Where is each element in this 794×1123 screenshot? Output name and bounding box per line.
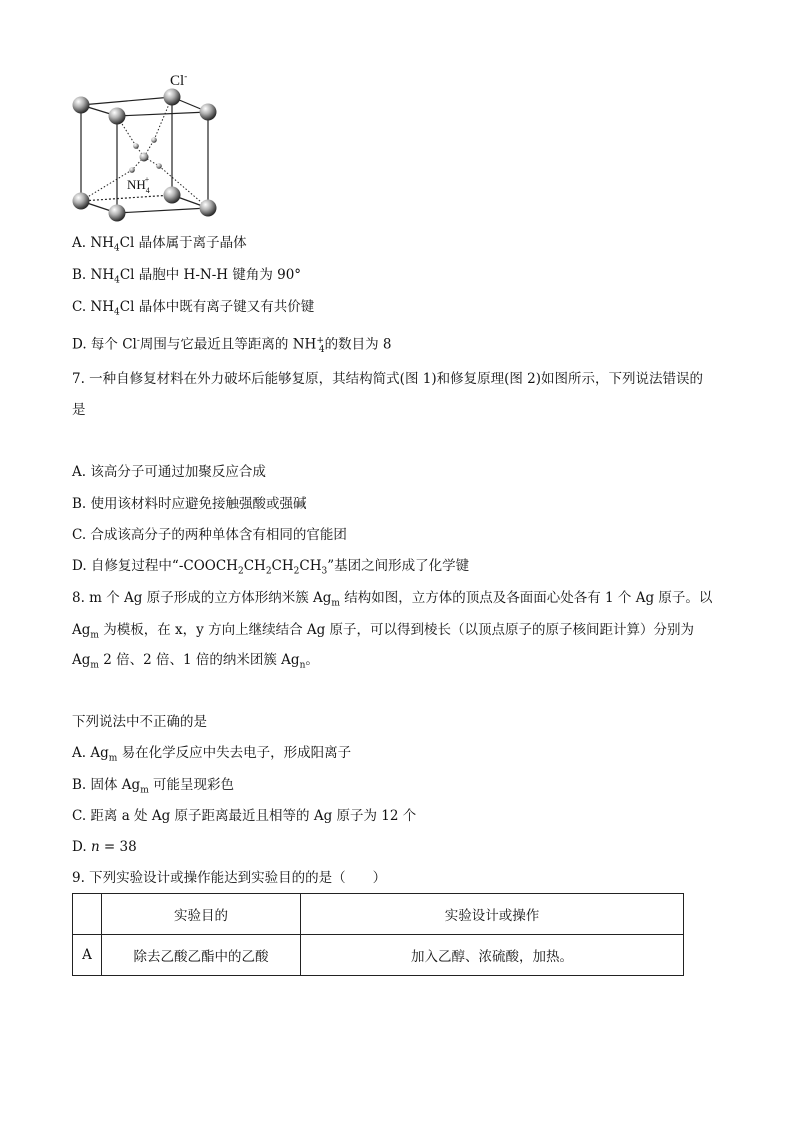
h-atom (129, 167, 135, 173)
h-atom (151, 137, 157, 143)
q6-option-d: D. 每个 Cl-周围与它最近且等距离的 $NH^+_4$的数目为 8 (72, 336, 392, 356)
cl-ion (164, 89, 181, 106)
cl-ion (164, 187, 181, 204)
table-cell: 加入乙醇、浓硫酸，加热。 (301, 935, 684, 976)
q9-table (72, 893, 684, 976)
q7-stem-line1: 7. 一种自修复材料在外力破坏后能够复原，其结构简式(图 1)和修复原理(图 2)如图所示，下列说法错误的 (72, 371, 703, 387)
q8-option-a: A. $Ag_m$ 易在化学反应中失去电子，形成阳离子 (72, 745, 352, 764)
q6-option-a: A. $NH_4Cl$ 晶体属于离子晶体 (72, 235, 247, 254)
q8-stem-line1: 8. m 个 Ag 原子形成的立方体形纳米簇 $Ag_m$ 结构如图，立方体的顶点及各面面心处各有 1 个 Ag 原子。以 (72, 590, 713, 609)
q8-option-b: B. 固体 $Ag_m$ 可能呈现彩色 (72, 777, 235, 796)
cl-ion (109, 108, 126, 125)
table-cell: 除去乙酸乙酯中的乙酸 (102, 935, 301, 976)
q6-option-b: B. $NH_4Cl$ 晶胞中 H-N-H 键角为 90° (72, 267, 302, 286)
q7-option-d: D. 自修复过程中“$-COOCH_2CH_2CH_2CH_3$”基团之间形成了化学键 (72, 558, 470, 577)
q8-prompt: 下列说法中不正确的是 (72, 714, 207, 730)
table-cell: A (73, 935, 102, 976)
cl-ion (73, 193, 90, 210)
cl-ion (200, 200, 217, 217)
cl-ion (200, 104, 217, 121)
table-header-row (73, 894, 684, 935)
nh4-label: $NH_4+$ (127, 175, 150, 195)
n-atom (140, 153, 149, 162)
q8-option-c: C. 距离 a 处 Ag 原子距离最近且相等的 Ag 原子为 12 个 (72, 808, 417, 824)
table-header-cell: 实验目的 (102, 894, 301, 935)
cl-label: Cl- (170, 71, 188, 89)
cl-ion (109, 205, 126, 222)
q9-stem: 9. 下列实验设计或操作能达到实验目的的是（ ） (72, 870, 387, 886)
q7-option-c: C. 合成该高分子的两种单体含有相同的官能团 (72, 527, 347, 543)
q8-option-d: D. n = 38 (72, 839, 137, 855)
q6-option-c: C. $NH_4Cl$ 晶体中既有离子键又有共价键 (72, 299, 315, 318)
table-header-cell: 实验设计或操作 (301, 894, 684, 935)
table-header-cell (73, 894, 102, 935)
q8-stem-line3: $Ag_m$ 2 倍、2 倍、1 倍的纳米团簇 $Ag_n$。 (72, 652, 319, 671)
q7-option-a: A. 该高分子可通过加聚反应合成 (72, 464, 266, 480)
h-atom (156, 163, 162, 169)
q8-stem-line2: $Ag_m$ 为模板，在 x，y 方向上继续结合 Ag 原子，可以得到棱长（以顶点原子的原子核间距计算）分别为 (72, 622, 695, 641)
cl-ion (73, 97, 90, 114)
table-row (73, 935, 684, 976)
h-atom (133, 143, 139, 149)
q7-stem-line2: 是 (72, 402, 86, 418)
q7-option-b: B. 使用该材料时应避免接触强酸或强碱 (72, 496, 307, 512)
nh4cl-unit-cell-figure (64, 70, 234, 230)
